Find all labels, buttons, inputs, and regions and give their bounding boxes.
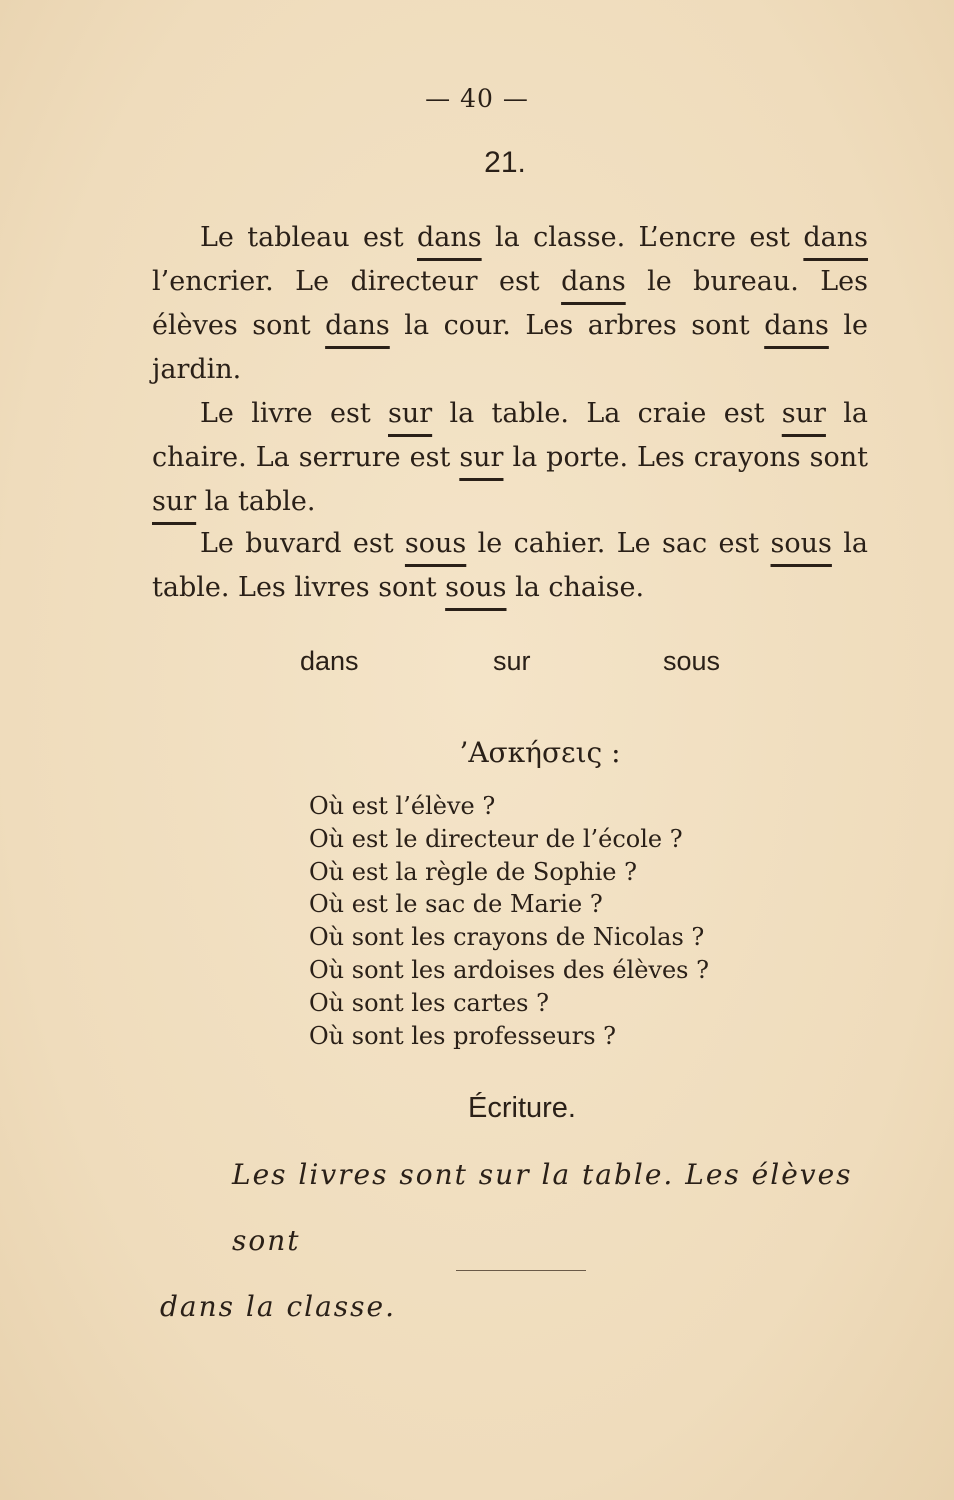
lesson-number: 21. [484, 146, 526, 179]
text: le bureau. Les élèves sont [152, 266, 868, 341]
underlined-word: dans [764, 310, 829, 341]
text: l’encrier. Le directeur est [152, 266, 562, 297]
text: la cour. Les arbres sont [389, 310, 765, 341]
question-item: Où sont les crayons de Nicolas ? [309, 923, 705, 952]
underlined-word: sur [459, 442, 504, 473]
underlined-word: sur [388, 398, 433, 429]
keyword-sous: sous [663, 646, 721, 676]
question-item: Où est le sac de Marie ? [309, 890, 603, 919]
exercises-title: ’Ασκήσεις : [459, 736, 621, 769]
paragraph-sur [152, 392, 868, 524]
handwriting-line-1: Les livres sont sur la table. Les élèves sont [232, 1158, 853, 1257]
question-list [309, 790, 709, 1052]
question-item: Où sont les ardoises des élèves ? [309, 955, 709, 984]
question-item: Où sont les cartes ? [309, 988, 549, 1017]
handwriting-exercise [160, 1142, 900, 1340]
keyword-sur: sur [493, 646, 531, 676]
text: Le tableau est [200, 222, 417, 253]
page-number: — 40 — [425, 84, 529, 113]
question-item: Où est l’élève ? [309, 792, 496, 820]
underlined-word: sous [770, 528, 832, 559]
text: le cahier. Le sac est [466, 528, 771, 559]
paragraph-sous [152, 522, 868, 610]
underlined-word: dans [325, 310, 390, 341]
underlined-word: sous [404, 528, 467, 559]
ecriture-title: Écriture. [468, 1092, 576, 1124]
question-item: Où sont les professeurs ? [309, 1021, 617, 1050]
text: la table. La craie est [432, 398, 782, 429]
question-item: Où est la règle de Sophie ? [309, 857, 637, 886]
handwriting-line-2: dans la classe. [160, 1290, 397, 1323]
text: la chaise. [506, 572, 645, 603]
text: la table. Les livres sont [152, 528, 868, 603]
text: la table. [196, 486, 316, 517]
text: la porte. Les crayons sont [503, 442, 868, 473]
underlined-word: sur [152, 486, 197, 517]
text: le jardin. [152, 310, 868, 385]
text: la chaire. La serrure est [152, 398, 868, 473]
underlined-word: dans [417, 222, 482, 253]
keyword-dans: dans [300, 646, 359, 676]
underlined-word: dans [803, 222, 869, 253]
underlined-word: dans [561, 266, 626, 297]
question-item: Où est le directeur de l’école ? [309, 824, 683, 853]
text: la classe. L’encre est [481, 222, 804, 253]
divider-line [456, 1270, 586, 1271]
underlined-word: sous [445, 572, 507, 603]
paragraph-dans [152, 216, 868, 392]
text: Le livre est [200, 398, 388, 429]
text: Le buvard est [200, 528, 405, 559]
underlined-word: sur [781, 398, 826, 429]
